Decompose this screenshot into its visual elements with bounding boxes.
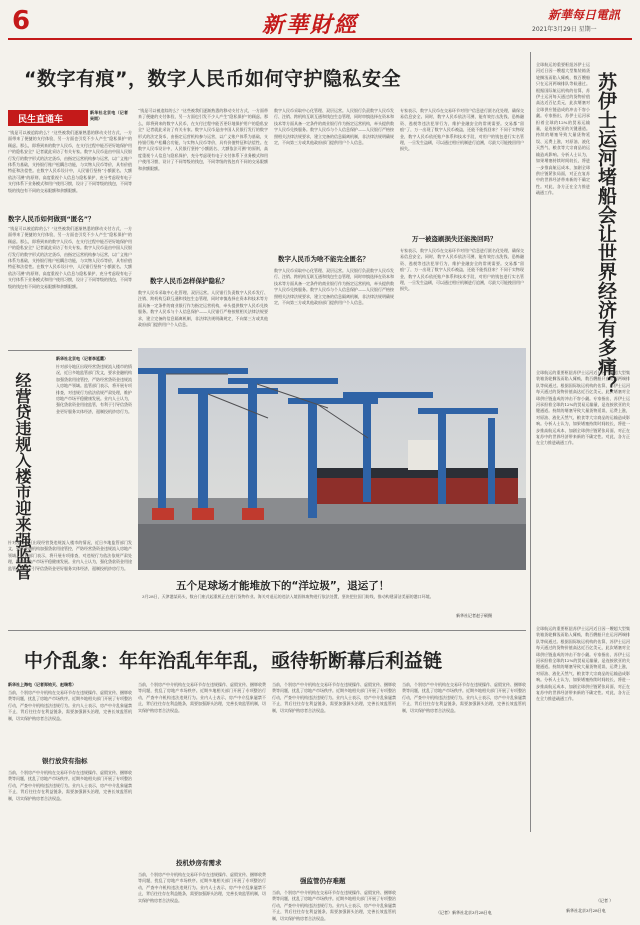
masthead bbox=[0, 0, 640, 46]
lead-body-col4b: 专家表示，数字人民币在交易环节对用户信息进行匿名化处理，确保交易信息安全。同时，数字人民币依法可溯，能有效打击洗钱、恐怖融资、逃税等违法犯罪行为，维护金融安全的常规需要。交易都“留痕”了，万一出现了数字人民币被盗，还能不能找回来？不同于实物现金，数字人民币依托账户体系和技术手段，对用户的钱包进行实名管理，一旦发生盗刷，可以通过相应机制进行追溯，尽最大可能挽回用户损失。 bbox=[400, 248, 524, 292]
port-cranes-image bbox=[138, 348, 526, 570]
page-number: 6 bbox=[12, 6, 31, 36]
photo-caption: 五个足球场才能堆放下的“洋垃圾”，退运了！ bbox=[176, 580, 390, 592]
kicker-label: 民生直通车 bbox=[18, 115, 64, 125]
side-body-3: 全球航运的重要枢纽苏伊士运河近日因一艘超大型集装箱货轮搁浅而陷入瘫痪，数百艘船只在运河两端排队等候通过。根据国际航运机构的估算，苏伊士运河每天通过的货物价值高达近百亿美元，此次堵塞对全球供应链造成的冲击不容小觑。专家指出，苏伊士运河承担着全球约12%的贸易运输量，是连接欧亚的关键通道。持续的堵塞导致大量货物延误、运费上涨，对原油、液化天然气、粮食等大宗商品的运输造成影响。分析人士认为，如果堵塞持续时间较长，将进一步推高航运成本，加剧全球供应链紧张局面，对正在复苏中的世界经济带来新的不确定性。对此，各方正在全力推进疏通工作。 bbox=[536, 626, 630, 702]
bottom-body-col1b: 当前，个别房产中介机构在交易环节存在违规操作、虚假宣传、捆绑收费等问题，扰乱了房地产市场秩序。近期多地相关部门开展了专项整治行动，严查中介机构违法违规行为。业内人士表示，房产中介乱象屡禁不止，背后往往存在利益链条，需要加强源头治理，完善长效监管机制，切实保护购房者合法权益。 bbox=[8, 770, 132, 801]
column-rule bbox=[530, 52, 531, 832]
bottom-body-col3b: 当前，个别房产中介机构在交易环节存在违规操作、虚假宣传、捆绑收费等问题，扰乱了房地产市场秩序。近期多地相关部门开展了专项整治行动，严查中介机构违法违规行为。业内人士表示，房产中介乱象屡禁不止，背后往往存在利益链条，需要加强源头治理，完善长效监管机制，切实保护购房者合法权益。 bbox=[272, 890, 396, 921]
bottom-top-rule bbox=[8, 630, 526, 631]
lead-body-col3b: 数字人民币采取中心化管理、双层运营。人民银行负责数字人民币发行、注销、跨机构互联互通和钱包生态管理，同时审慎选择在资本和技术等方面具备一定条件的商业银行作为指定运营机构，牵头提供数字人民币兑换服务。数字人民币与个人信息保护——人民银行严格按照相关法律法规要求，建立完备的信息隔离机制，非法律法规明确规定，不向第三方或其他政府部门提供用户个人信息。 bbox=[274, 268, 394, 306]
bottom-headline: 中介乱象：年年治乱年年乱，亟待斩断幕后利益链 bbox=[24, 650, 443, 672]
bottom-body-col2b: 当前，个别房产中介机构在交易环节存在违规操作、虚假宣传、捆绑收费等问题，扰乱了房地产市场秩序。近期多地相关部门开展了专项整治行动，严查中介机构违法违规行为。业内人士表示，房产中介乱象屡禁不止，背后往往存在利益链条，需要加强源头治理，完善长效监管机制，切实保护购房者合法权益。 bbox=[138, 872, 266, 903]
left-body-2: 针对部分地区出现经营贷违规流入楼市的情况，近日多地监管部门发文，要求金融机构加强贷款用途管控，严防经营贷资金违规流入房地产领域。监管部门表示，将开展专项排查，对违规行为依法依规严肃处理，维护房地产市场平稳健康发展。业内人士认为，强化贷款资金用途监管，有利于引导信贷资金更好服务实体经济，遏制投机炒房行为。 bbox=[8, 540, 132, 571]
lead-subhead-4: 万一被盗刷损失还能挽回吗？ bbox=[412, 235, 497, 243]
lead-body-col3: 数字人民币采取中心化管理、双层运营。人民银行负责数字人民币发行、注销、跨机构互联互通和钱包生态管理，同时审慎选择在资本和技术等方面具备一定条件的商业银行作为指定运营机构，牵头提供数字人民币兑换服务。数字人民币与个人信息保护——人民银行严格按照相关法律法规要求，建立完备的信息隔离机制，非法律法规明确规定，不向第三方或其他政府部门提供用户个人信息。 bbox=[274, 108, 394, 146]
lead-body-col1: “钱是可以被追踪的么？”这些被我们逐渐熟悉的移动支付方式，一方面带来了便捷的支付体验，另一方面也引发不少人产生“隐私保护”的顾虑。那么，即将到来的数字人民币，在支付过程中能否更好地保护用户的隐私安全？记者就此采访了有关专家。数字人民币是由中国人民银行发行的数字形式的法定货币，由指定运营机构参与运营，以广义账户体系为基础，支持银行账户松耦合功能，与实物人民币等价，具有价值特征和法偿性。在数字人民币设计中，人民银行坚持“小额匿名、大额依法可溯”的原则，高度重视个人信息与隐私保护，充分考虑现有电子支付体系下业务模式和用户使用习惯，设计了不同等级的钱包，不同等级的钱包有不同的交易限额和余额限额。 bbox=[8, 130, 132, 193]
side-body-2: 全球航运的重要枢纽苏伊士运河近日因一艘超大型集装箱货轮搁浅而陷入瘫痪，数百艘船只在运河两端排队等候通过。根据国际航运机构的估算，苏伊士运河每天通过的货物价值高达近百亿美元，此次堵塞对全球供应链造成的冲击不容小觑。专家指出，苏伊士运河承担着全球约12%的贸易运输量，是连接欧亚的关键通道。持续的堵塞导致大量货物延误、运费上涨，对原油、液化天然气、粮食等大宗商品的运输造成影响。分析人士认为，如果堵塞持续时间较长，将进一步推高航运成本，加剧全球供应链紧张局面，对正在复苏中的世界经济带来新的不确定性。对此，各方正在全力推进疏通工作。 bbox=[536, 370, 630, 446]
bottom-body-col3: 当前，个别房产中介机构在交易环节存在违规操作、虚假宣传、捆绑收费等问题，扰乱了房地产市场秩序。近期多地相关部门开展了专项整治行动，严查中介机构违法违规行为。业内人士表示，房产中介乱象屡禁不止，背后往往存在利益链条，需要加强源头治理，完善长效监管机制，切实保护购房者合法权益。 bbox=[272, 682, 396, 713]
photo-description: 3月28日，天津港某码头，数台门座式起重机正在进行货物作业。海关对退运的违法入境固体废物进行依法处置，坚决把住国门防线，推动构建清洁美丽的港口环境。 bbox=[142, 594, 434, 599]
paper-logo: 新華每日電訊 bbox=[548, 8, 621, 22]
left-story-rule bbox=[8, 350, 132, 351]
lead-byline: 新华社北京电（记者吴雨） bbox=[90, 110, 128, 122]
lead-body-col2b: 数字人民币采取中心化管理、双层运营。人民银行负责数字人民币发行、注销、跨机构互联互通和钱包生态管理，同时审慎选择在资本和技术等方面具备一定条件的商业银行作为指定运营机构，牵头提供数字人民币兑换服务。数字人民币与个人信息保护——人民银行严格按照相关法律法规要求，建立完备的信息隔离机制，非法律法规明确规定，不向第三方或其他政府部门提供用户个人信息。 bbox=[138, 290, 268, 328]
news-photo bbox=[138, 348, 526, 570]
issue-date: 2021年3月29日 星期一 bbox=[532, 26, 597, 33]
kicker-badge bbox=[8, 110, 88, 126]
bottom-body-col4: 当前，个别房产中介机构在交易环节存在违规操作、虚假宣传、捆绑收费等问题，扰乱了房地产市场秩序。近期多地相关部门开展了专项整治行动，严查中介机构违法违规行为。业内人士表示，房产中介乱象屡禁不止，背后往往存在利益链条，需要加强源头治理，完善长效监管机制，切实保护购房者合法权益。 bbox=[402, 682, 526, 713]
section-title: 新華財經 bbox=[262, 12, 359, 38]
bottom-subhead-2: 投机炒房有需求 bbox=[176, 859, 222, 867]
lead-subhead-3: 数字人民币为啥不能完全匿名？ bbox=[278, 255, 369, 263]
left-headline: 经营贷违规入楼市迎来强监管 bbox=[13, 372, 32, 580]
lead-headline: “数字有痕”，数字人民币如何守护隐私安全 bbox=[24, 68, 401, 90]
left-byline: 新华社北京电（记者李延霞） bbox=[56, 356, 108, 361]
lead-body-col1b: “钱是可以被追踪的么？”这些被我们逐渐熟悉的移动支付方式，一方面带来了便捷的支付体验，另一方面也引发不少人产生“隐私保护”的顾虑。那么，即将到来的数字人民币，在支付过程中能否更好地保护用户的隐私安全？记者就此采访了有关专家。数字人民币是由中国人民银行发行的数字形式的法定货币，由指定运营机构参与运营，以广义账户体系为基础，支持银行账户松耦合功能，与实物人民币等价，具有价值特征和法偿性。在数字人民币设计中，人民银行坚持“小额匿名、大额依法可溯”的原则，高度重视个人信息与隐私保护，充分考虑现有电子支付体系下业务模式和用户使用习惯，设计了不同等级的钱包，不同等级的钱包有不同的交易限额和余额限额。 bbox=[8, 226, 132, 289]
bottom-byline: 新华社上海电（记者郑钧天、赵瑞希） bbox=[8, 682, 76, 687]
side-source: 新华社北京3月28日电 bbox=[566, 908, 606, 913]
lead-subhead-1: 数字人民币如何做到“匿名”？ bbox=[8, 215, 95, 223]
lead-subhead-2: 数字人民币怎样保护隐私？ bbox=[150, 277, 228, 285]
lead-body-col4: 专家表示，数字人民币在交易环节对用户信息进行匿名化处理，确保交易信息安全。同时，数字人民币依法可溯，能有效打击洗钱、恐怖融资、逃税等违法犯罪行为，维护金融安全的常规需要。交易都“留痕”了，万一出现了数字人民币被盗，还能不能找回来？不同于实物现金，数字人民币依托账户体系和技术手段，对用户的钱包进行实名管理，一旦发生盗刷，可以通过相应机制进行追溯，尽最大可能挽回用户损失。 bbox=[400, 108, 524, 152]
bottom-body-col1: 当前，个别房产中介机构在交易环节存在违规操作、虚假宣传、捆绑收费等问题，扰乱了房地产市场秩序。近期多地相关部门开展了专项整治行动，严查中介机构违法违规行为。业内人士表示，房产中介乱象屡禁不止，背后往往存在利益链条，需要加强源头治理，完善长效监管机制，切实保护购房者合法权益。 bbox=[8, 690, 132, 721]
side-headline: 苏伊士运河堵船会让世界经济有多痛？ bbox=[595, 72, 617, 395]
side-credit: （记者 ） bbox=[596, 898, 614, 903]
left-body: 针对部分地区出现经营贷违规流入楼市的情况，近日多地监管部门发文，要求金融机构加强贷款用途管控，严防经营贷资金违规流入房地产领域。监管部门表示，将开展专项排查，对违规行为依法依规严肃处理，维护房地产市场平稳健康发展。业内人士认为，强化贷款资金用途监管，有利于引导信贷资金更好服务实体经济，遏制投机炒房行为。 bbox=[56, 364, 132, 414]
lead-body-col2: “钱是可以被追踪的么？”这些被我们逐渐熟悉的移动支付方式，一方面带来了便捷的支付体验，另一方面也引发不少人产生“隐私保护”的顾虑。那么，即将到来的数字人民币，在支付过程中能否更好地保护用户的隐私安全？记者就此采访了有关专家。数字人民币是由中国人民银行发行的数字形式的法定货币，由指定运营机构参与运营，以广义账户体系为基础，支持银行账户松耦合功能，与实物人民币等价，具有价值特征和法偿性。在数字人民币设计中，人民银行坚持“小额匿名、大额依法可溯”的原则，高度重视个人信息与隐私保护，充分考虑现有电子支付体系下业务模式和用户使用习惯，设计了不同等级的钱包，不同等级的钱包有不同的交易限额和余额限额。 bbox=[138, 108, 268, 171]
bottom-body-col2: 当前，个别房产中介机构在交易环节存在违规操作、虚假宣传、捆绑收费等问题，扰乱了房地产市场秩序。近期多地相关部门开展了专项整治行动，严查中介机构违法违规行为。业内人士表示，房产中介乱象屡禁不止，背后往往存在利益链条，需要加强源头治理，完善长效监管机制，切实保护购房者合法权益。 bbox=[138, 682, 266, 713]
masthead-rule bbox=[8, 38, 632, 40]
bottom-source: （记者）新华社北京3月28日电 bbox=[436, 910, 492, 915]
bottom-subhead-1: 银行放贷有指标 bbox=[42, 757, 88, 765]
side-body: 全球航运的重要枢纽苏伊士运河近日因一艘超大型集装箱货轮搁浅而陷入瘫痪，数百艘船只在运河两端排队等候通过。根据国际航运机构的估算，苏伊士运河每天通过的货物价值高达近百亿美元，此次堵塞对全球供应链造成的冲击不容小觑。专家指出，苏伊士运河承担着全球约12%的贸易运输量，是连接欧亚的关键通道。持续的堵塞导致大量货物延误、运费上涨，对原油、液化天然气、粮食等大宗商品的运输造成影响。分析人士认为，如果堵塞持续时间较长，将进一步推高航运成本，加剧全球供应链紧张局面，对正在复苏中的世界经济带来新的不确定性。对此，各方正在全力推进疏通工作。 bbox=[536, 62, 590, 196]
photo-credit: 新华社记者赵子硕摄 bbox=[456, 613, 492, 618]
bottom-subhead-3: 强监管仍存难题 bbox=[300, 877, 346, 885]
